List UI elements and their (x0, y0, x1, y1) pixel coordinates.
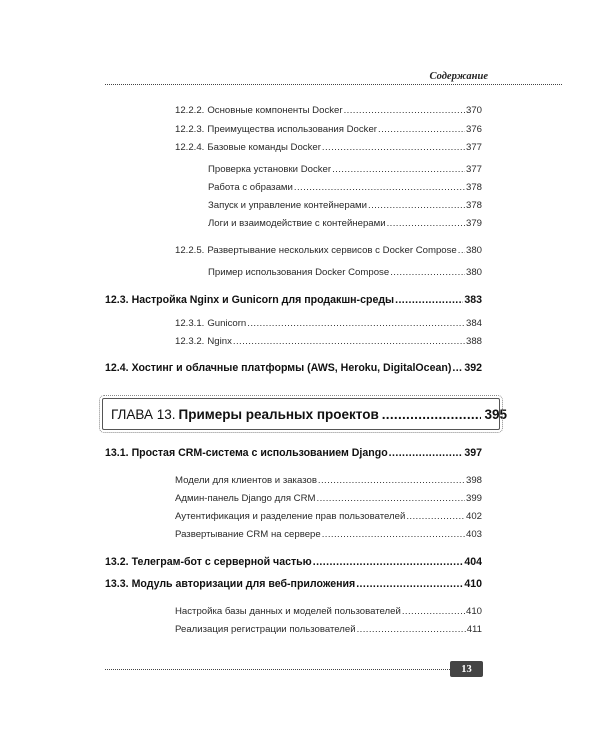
toc-entry-page: 397 (464, 447, 482, 459)
toc-entry[interactable] (175, 623, 482, 637)
toc-entry-title: Реализация регистрации пользователей (175, 624, 356, 635)
toc-entry-number: 12.2.2. (175, 105, 205, 116)
toc-section-entry[interactable] (105, 555, 482, 569)
toc-entry[interactable] (175, 605, 482, 619)
toc-entry[interactable] (208, 266, 482, 280)
toc-entry-page: 380 (465, 267, 482, 278)
toc-entry-title: Основные компоненты Docker (207, 105, 343, 116)
toc-entry-number: 12.3. (105, 294, 129, 306)
toc-entry-title: Модели для клиентов и заказов (175, 475, 317, 486)
toc-leader (389, 446, 464, 460)
toc-leader (233, 335, 465, 349)
toc-entry[interactable] (208, 163, 482, 177)
toc-entry[interactable] (175, 492, 482, 506)
toc-entry-title: Gunicorn (207, 318, 247, 329)
toc-entry-page: 403 (465, 529, 482, 540)
toc-leader (458, 244, 465, 258)
toc-leader (387, 217, 465, 231)
toc-entry-title: Развертывание нескольких сервисов с Docker Compose (207, 245, 457, 256)
toc-entry[interactable] (208, 199, 482, 213)
page-header-title: Содержание (429, 71, 488, 82)
toc-entry-title: Развертывание CRM на сервере (175, 529, 321, 540)
toc-entry-page: 376 (465, 124, 482, 135)
toc-entry-number: 13.1. (105, 447, 129, 459)
toc-entry-number: 12.4. (105, 362, 129, 374)
toc-entry-page: 377 (465, 164, 482, 175)
toc-entry-title: Проверка установки Docker (208, 164, 332, 175)
toc-entry-number: 12.3.1. (175, 318, 205, 329)
toc-entry-title: Nginx (207, 336, 232, 347)
toc-leader (322, 141, 465, 155)
toc-entry[interactable] (175, 104, 482, 118)
toc-leader (402, 605, 465, 619)
page-number-badge: 13 (450, 661, 483, 677)
toc-leader (356, 577, 463, 591)
toc-entry-page: 370 (465, 105, 482, 116)
toc-entry-number: 13.2. (105, 556, 129, 568)
toc-entry-number: 12.3.2. (175, 336, 205, 347)
toc-entry-page: 411 (466, 624, 482, 635)
toc-entry-page: 378 (465, 182, 482, 193)
toc-entry-page: 388 (465, 336, 482, 347)
toc-leader (390, 266, 465, 280)
toc-entry[interactable] (208, 181, 482, 195)
toc-leader (322, 528, 465, 542)
toc-entry-title: Админ-панель Django для CRM (175, 493, 316, 504)
toc-entry-page: 404 (464, 556, 482, 568)
toc-entry[interactable] (175, 510, 482, 524)
toc-leader (382, 407, 482, 422)
toc-leader (313, 555, 464, 569)
toc-entry-title: Простая CRM-система с использованием Django (131, 447, 388, 459)
toc-leader (318, 474, 465, 488)
chapter-label: ГЛАВА 13. (111, 406, 176, 422)
toc-entry-title: Запуск и управление контейнерами (208, 200, 368, 211)
toc-leader (395, 293, 463, 307)
toc-entry-page: 377 (465, 142, 482, 153)
toc-entry-title: Аутентификация и разделение прав пользователей (175, 511, 406, 522)
chapter-heading-box[interactable] (102, 398, 507, 430)
toc-section-entry[interactable] (105, 361, 482, 375)
toc-entry[interactable] (175, 141, 482, 155)
toc-leader (344, 104, 465, 118)
toc-entry-page: 380 (465, 245, 482, 256)
toc-leader (294, 181, 465, 195)
toc-entry[interactable] (175, 335, 482, 349)
toc-entry-title: Хостинг и облачные платформы (AWS, Heroku, DigitalOcean) (131, 362, 452, 374)
toc-entry-page: 399 (465, 493, 482, 504)
footer-rule (105, 669, 450, 670)
chapter-title: Примеры реальных проектов (178, 406, 379, 422)
toc-entry-title: Настройка базы данных и моделей пользователей (175, 606, 401, 617)
toc-entry-title: Телеграм-бот с серверной частью (131, 556, 312, 568)
toc-entry-page: 383 (464, 294, 482, 306)
toc-section-entry[interactable] (105, 293, 482, 307)
toc-entry-page: 402 (465, 511, 482, 522)
toc-entry-title: Модуль авторизации для веб-приложения (131, 578, 356, 590)
toc-entry-title: Настройка Nginx и Gunicorn для продакшн-среды (131, 294, 395, 306)
toc-entry-page: 379 (465, 218, 482, 229)
toc-entry-title: Базовые команды Docker (207, 142, 321, 153)
toc-leader (317, 492, 465, 506)
toc-leader (452, 361, 463, 375)
toc-entry[interactable] (175, 123, 482, 137)
toc-leader (406, 510, 465, 524)
toc-entry[interactable] (175, 474, 482, 488)
toc-leader (368, 199, 465, 213)
toc-entry-number: 12.2.5. (175, 245, 205, 256)
toc-entry-page: 410 (464, 578, 482, 590)
toc-leader (332, 163, 465, 177)
toc-entry-number: 12.2.3. (175, 124, 205, 135)
toc-entry-page: 384 (465, 318, 482, 329)
toc-leader (247, 317, 465, 331)
toc-entry-title: Работа с образами (208, 182, 293, 193)
toc-entry-title: Пример использования Docker Compose (208, 267, 390, 278)
toc-leader (378, 123, 465, 137)
toc-entry-number: 13.3. (105, 578, 129, 590)
toc-entry-page: 392 (464, 362, 482, 374)
toc-entry[interactable] (175, 244, 482, 258)
toc-entry[interactable] (175, 528, 482, 542)
toc-entry[interactable] (175, 317, 482, 331)
toc-entry-page: 410 (465, 606, 482, 617)
header-rule (105, 84, 562, 85)
toc-entry-title: Логи и взаимодействие с контейнерами (208, 218, 386, 229)
toc-entry[interactable] (208, 217, 482, 231)
toc-leader (357, 623, 466, 637)
toc-section-entry[interactable] (105, 446, 482, 460)
chapter-page: 395 (484, 406, 507, 422)
toc-entry-number: 12.2.4. (175, 142, 205, 153)
toc-entry-title: Преимущества использования Docker (207, 124, 378, 135)
toc-section-entry[interactable] (105, 577, 482, 591)
toc-entry-page: 398 (465, 475, 482, 486)
toc-entry-page: 378 (465, 200, 482, 211)
